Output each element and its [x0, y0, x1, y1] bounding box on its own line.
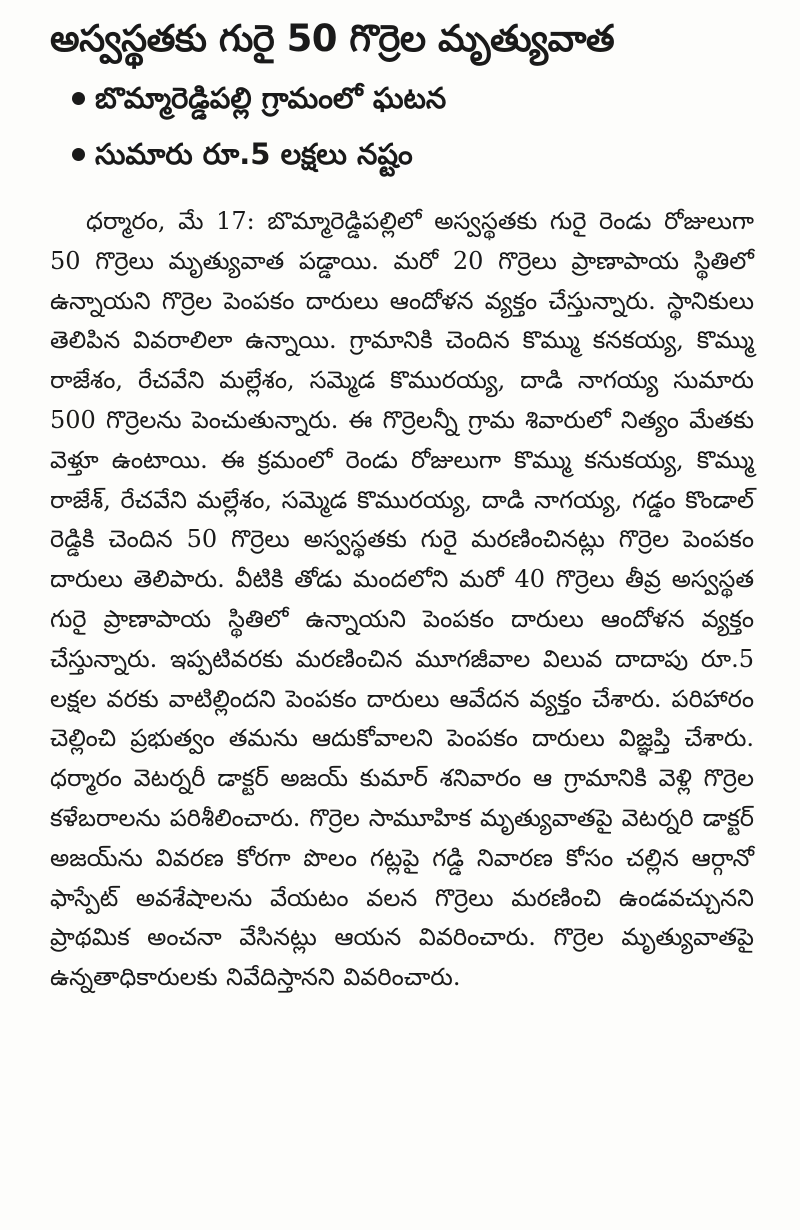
subheadline-text: సుమారు రూ.5 లక్షలు నష్టం [95, 137, 413, 171]
subheadline-text: బొమ్మారెడ్డిపల్లి గ్రామంలో ఘటన [95, 81, 447, 115]
subheadline-item [72, 126, 754, 182]
subheadline-item [72, 70, 754, 126]
subheadline-list [50, 70, 754, 182]
article-body: ధర్మారం, మే 17: బొమ్మారెడ్డిపల్లిలో అస్వస్థతకు గురై రెండు రోజులుగా 50 గొర్రెలు మృత్యువాత పడ్డాయి. మరో 20 గొర్రెలు ప్రాణాపాయ స్థితిలో ఉన్నాయని గొర్రెల పెంపకం దారులు ఆందోళన వ్యక్తం చేస్తున్నారు. స్థానికులు తెలిపిన వివరాలిలా ఉన్నాయి. గ్రామానికి చెందిన కొమ్ము కనకయ్య, కొమ్ము రాజేశం, రేచవేని మల్లేశం, సమ్మెడ కొమురయ్య, దాడి నాగయ్య సుమారు 500 గొర్రెలను పెంచుతున్నారు. ఈ గొర్రెలన్నీ గ్రామ శివారులో నిత్యం మేతకు వెళ్తూ ఉంటాయి. ఈ క్రమంలో రెండు రోజులుగా కొమ్ము కనుకయ్య, కొమ్ము రాజేశ్, రేచవేని మల్లేశం, సమ్మెడ కొమురయ్య, దాడి నాగయ్య, గడ్డం కొండాల్ రెడ్డికి చెందిన 50 గొర్రెలు అస్వస్థతకు గురై మరణించినట్లు గొర్రెల పెంపకం దారులు తెలిపారు. వీటికి తోడు మందలోని మరో 40 గొర్రెలు తీవ్ర అస్వస్థత గురై ప్రాణాపాయ స్థితిలో ఉన్నాయని పెంపకం దారులు ఆందోళన వ్యక్తం చేస్తున్నారు. ఇప్పటివరకు మరణించిన మూగజీవాల విలువ దాదాపు రూ.5 లక్షల వరకు వాటిల్లిందని పెంపకం దారులు ఆవేదన వ్యక్తం చేశారు. పరిహారం చెల్లించి ప్రభుత్వం తమను ఆదుకోవాలని పెంపకం దారులు విజ్ఞప్తి చేశారు. ధర్మారం వెటర్నరీ డాక్టర్ అజయ్ కుమార్ శనివారం ఆ గ్రామానికి వెళ్లి గొర్రెల కళేబరాలను పరిశీలించారు. గొర్రెల సామూహిక మృత్యువాతపై వెటర్నరి డాక్టర్ అజయ్‌ను వివరణ కోరగా పొలం గట్లపై గడ్డి నివారణ కోసం చల్లిన ఆర్గానో ఫాస్పేట్ అవశేషాలను వేయటం వలన గొర్రెలు మరణించి ఉండవచ్చునని ప్రాథమిక అంచనా వేసినట్లు ఆయన వివరించారు. గొర్రెల మృత్యువాతపై ఉన్నతాధికారులకు నివేదిస్తానని వివరించారు. [50, 207, 754, 992]
headline: అస్వస్థతకు గురై 50 గొర్రెల మృత్యువాత [50, 17, 615, 60]
bullet-icon [72, 92, 85, 105]
bullet-icon [72, 148, 85, 161]
